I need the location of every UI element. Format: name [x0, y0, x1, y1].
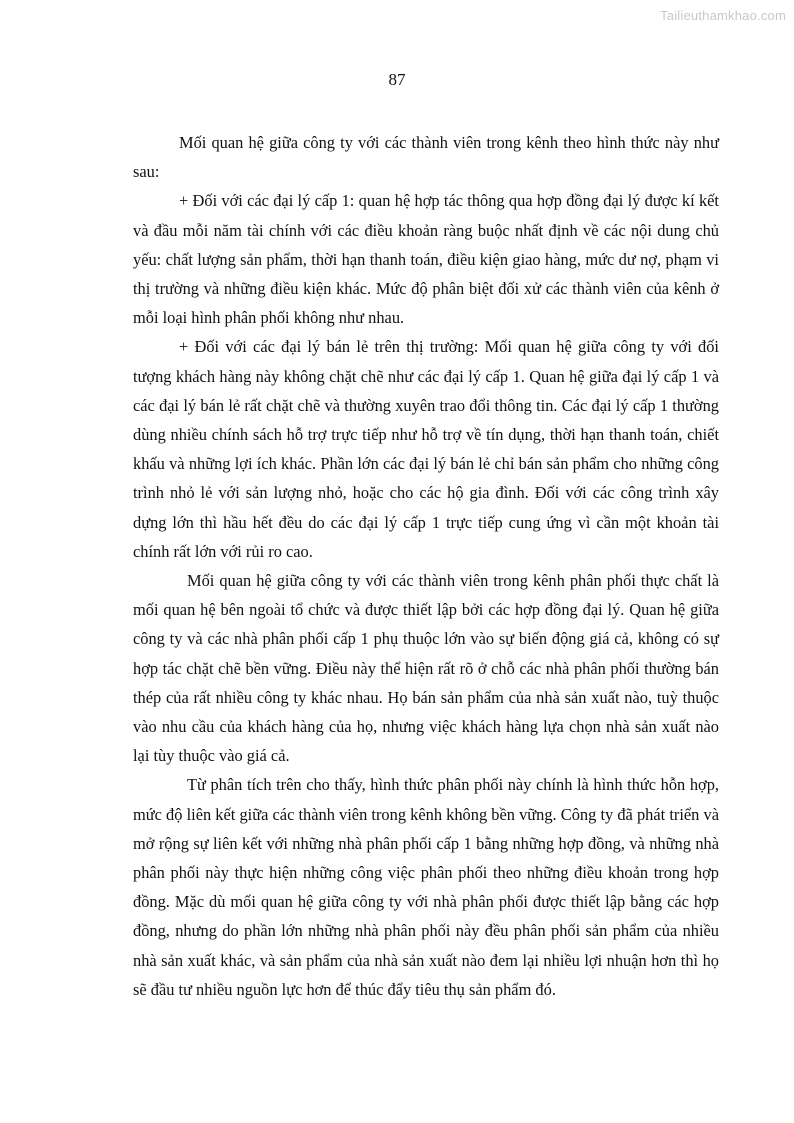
paragraph-conclusion: Từ phân tích trên cho thấy, hình thức phân phối này chính là hình thức hỗn hợp, mức độ liên kết giữa các thành viên trong kênh không bền vững. Công ty đã phát triển và mở rộng sự liên kết với những nhà phân phối cấp 1 bằng những hợp đồng, và những nhà phân phối này thực hiện những công việc phân phối theo những điều khoản trong hợp đồng. Mặc dù mối quan hệ giữa công ty với nhà phân phối được thiết lập bằng các hợp đồng, nhưng do phần lớn những nhà phân phối này đều phân phối sản phẩm của nhiều nhà sản xuất khác, và sản phẩm của nhà sản xuất nào đem lại nhiều lợi nhuận hơn thì họ sẽ đầu tư nhiều nguồn lực hơn để thúc đẩy tiêu thụ sản phẩm đó.: [133, 775, 719, 999]
watermark-text: Tailieuthamkhao.com: [660, 8, 786, 23]
paragraph-intro: Mối quan hệ giữa công ty với các thành viên trong kênh theo hình thức này như sau:: [133, 133, 719, 182]
paragraph-retail-agents: + Đối với các đại lý bán lẻ trên thị trường: Mối quan hệ giữa công ty với đối tượng khách hàng này không chặt chẽ như các đại lý cấp 1. Quan hệ giữa đại lý cấp 1 và các đại lý bán lẻ rất chặt chẽ và thường xuyên trao đổi thông tin. Các đại lý cấp 1 thường dùng nhiều chính sách hỗ trợ trực tiếp như hỗ trợ về tín dụng, thời hạn thanh toán, chiết khấu và những lợi ích khác. Phần lớn các đại lý bán lẻ chỉ bán sản phẩm cho những công trình nhỏ lẻ với sản lượng nhỏ, hoặc cho các hộ gia đình. Đối với các công trình xây dựng lớn thì hầu hết đều do các đại lý cấp 1 trực tiếp cung ứng vì cần một khoản tài chính rất lớn với rủi ro cao.: [133, 337, 719, 561]
page-number: 87: [388, 70, 406, 89]
paragraph-tier1-agents: + Đối với các đại lý cấp 1: quan hệ hợp tác thông qua hợp đồng đại lý được kí kết và đầu mỗi năm tài chính với các điều khoản ràng buộc nhất định về các nội dung chủ yếu: chất lượng sản phẩm, thời hạn thanh toán, điều kiện giao hàng, mức dư nợ, phạm vi thị trường và những điều kiện khác. Mức độ phân biệt đối xử các thành viên của kênh ở mỗi loại hình phân phối không như nhau.: [133, 191, 719, 328]
paragraph-relationship-nature: Mối quan hệ giữa công ty với các thành viên trong kênh phân phối thực chất là mối quan hệ bên ngoài tổ chức và được thiết lập bởi các hợp đồng đại lý. Quan hệ giữa công ty và các nhà phân phối cấp 1 phụ thuộc lớn vào sự biến động giá cả, không có sự hợp tác chặt chẽ bền vững. Điều này thể hiện rất rõ ở chỗ các nhà phân phối thường bán thép của rất nhiều công ty khác nhau. Họ bán sản phẩm của nhà sản xuất nào, tuỳ thuộc vào nhu cầu của khách hàng của họ, nhưng việc khách hàng lựa chọn nhà sản xuất nào lại tùy thuộc vào giá cả.: [133, 571, 719, 766]
document-body: [133, 128, 719, 1004]
